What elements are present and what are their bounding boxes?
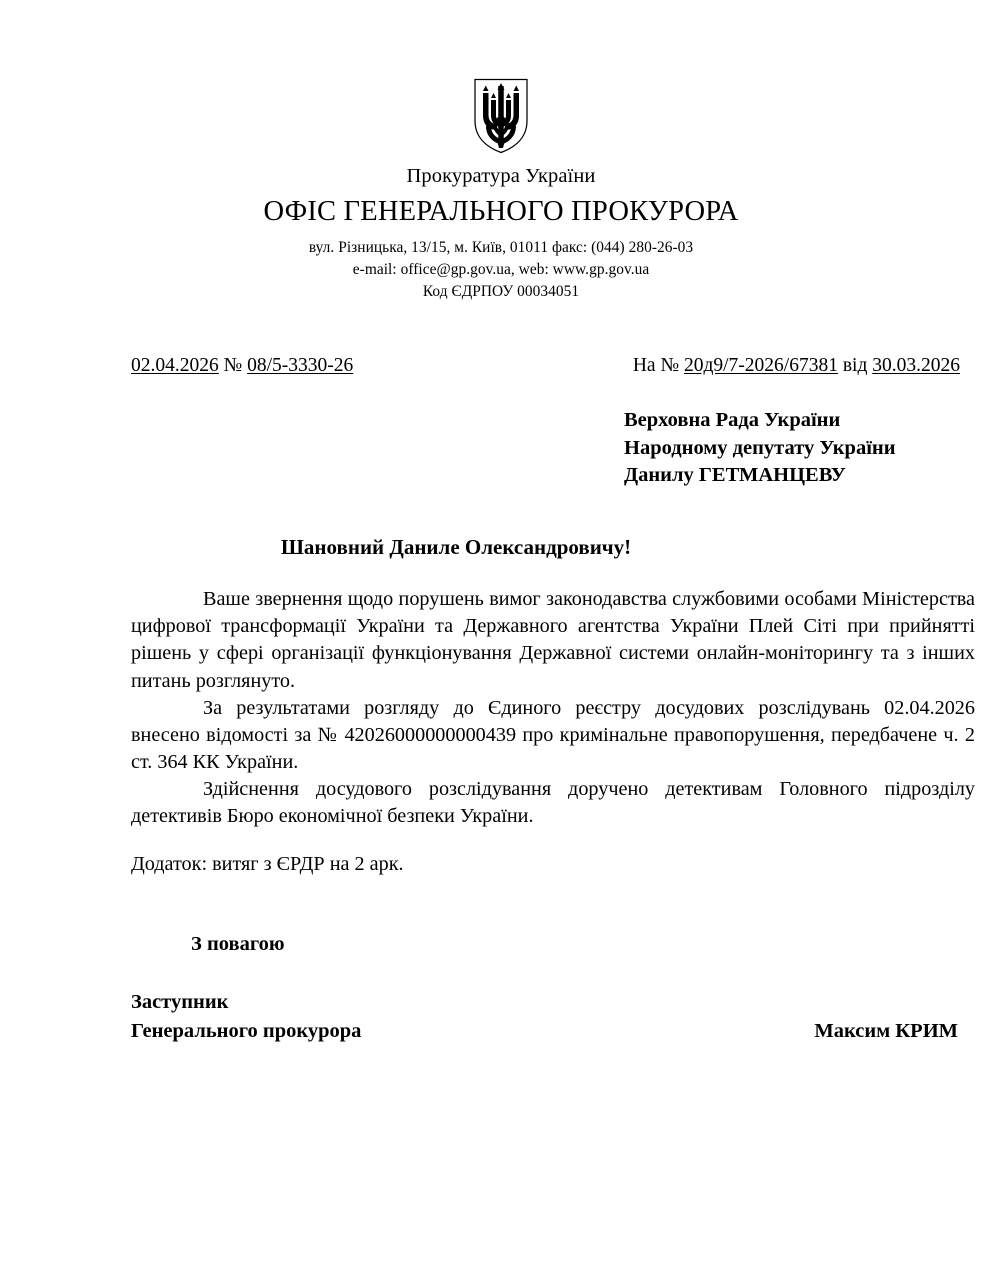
reference-row	[0, 355, 1002, 377]
body-paragraph-2: За результатами розгляду до Єдиного реєстру досудових розслідувань 02.04.2026 внесено відомості за № 42026000000000439 про кримінальне правопорушення, передбачене ч. 2 ст. 364 КК України.	[131, 696, 975, 774]
signature-row	[0, 988, 1002, 1046]
incoming-prefix: На	[632, 355, 656, 376]
attachment-note: Додаток: витяг з ЄРДР на 2 арк.	[131, 852, 404, 875]
salutation: Шановний Даниле Олександровичу!	[280, 535, 632, 560]
email-web-line: e-mail: office@gp.gov.ua, web: www.gp.gov.ua	[352, 261, 650, 279]
incoming-date-prefix: від	[842, 355, 868, 376]
addressee-block	[0, 407, 1002, 490]
edrpou-code: Код ЄДРПОУ 00034051	[422, 283, 580, 301]
ukraine-trident-emblem	[473, 78, 529, 154]
contact-block	[0, 237, 1002, 303]
body-paragraph-1: Ваше звернення щодо порушень вимог законодавства службовими особами Міністерства цифрової трансформації України та Державного агентства України Плей Сіті при прийнятті рішень у сфері організації функціонування Державної системи онлайн-моніторингу та з інших питань розглянуто.	[131, 588, 975, 692]
signatory-position-line-2: Генерального прокурора	[131, 1019, 362, 1042]
addressee-line-2: Народному депутату України	[624, 436, 896, 459]
addressee-line-3: Данилу ГЕТМАНЦЕВУ	[624, 464, 846, 487]
signatory-position	[131, 988, 361, 1046]
organization-name: Прокуратура України	[406, 165, 596, 187]
number-symbol: №	[223, 355, 243, 376]
incoming-date: 30.03.2026	[872, 355, 960, 376]
incoming-number-symbol: №	[660, 355, 680, 376]
outgoing-date: 02.04.2026	[131, 355, 219, 376]
incoming-reference	[633, 355, 960, 377]
letterhead	[0, 0, 1002, 303]
signatory-name: Максим КРИМ	[814, 1019, 958, 1042]
office-title: ОФІС ГЕНЕРАЛЬНОГО ПРОКУРОРА	[263, 196, 739, 228]
postal-address: вул. Різницька, 13/15, м. Київ, 01011 факс: (044) 280-26-03	[308, 239, 694, 257]
outgoing-reference	[131, 355, 353, 377]
addressee-line-1: Верховна Рада України	[624, 409, 841, 431]
incoming-number: 20д9/7-2026/67381	[683, 355, 838, 376]
outgoing-number: 08/5-3330-26	[247, 355, 354, 376]
signatory-position-line-1: Заступник	[131, 990, 229, 1013]
regards-line: З повагою	[191, 932, 285, 955]
letter-body	[0, 586, 1002, 831]
body-paragraph-3: Здійснення досудового розслідування доручено детективам Головного підрозділу детективів Бюро економічної безпеки України.	[131, 778, 975, 828]
